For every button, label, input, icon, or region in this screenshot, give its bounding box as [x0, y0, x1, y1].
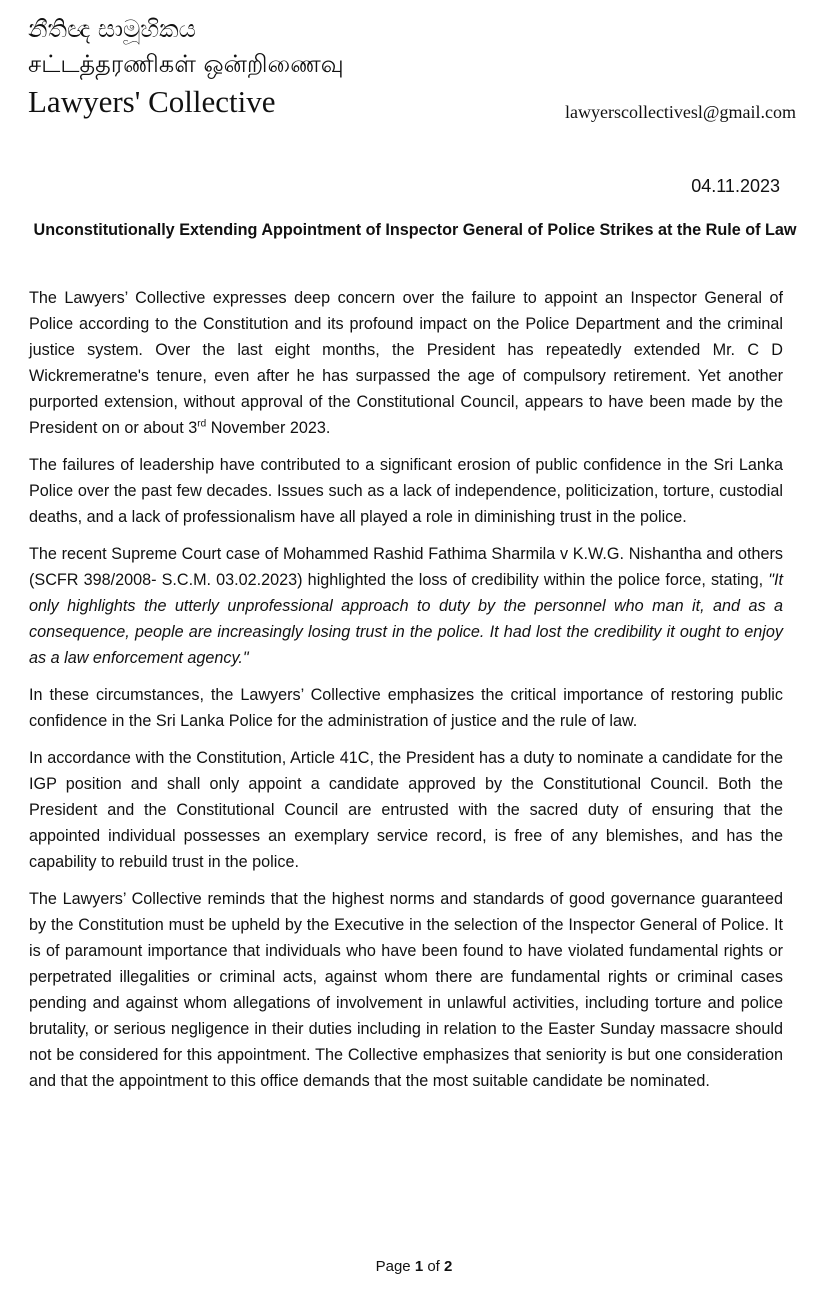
paragraph-1-text: The Lawyers’ Collective expresses deep concern over the failure to appoint an Inspector General of Police according to the Constitution and its profound impact on the Police Department and the criminal justice system. Over the last eight months, the President has repeatedly extended Mr. C D Wickremeratne's tenure, even after he has surpassed the age of compulsory retirement. Yet another purported extension, without approval of the Constitutional Council, appears to have been made by the President on or about 3 — [29, 289, 783, 437]
page-word: Page — [375, 1258, 411, 1275]
letterhead — [28, 12, 800, 122]
court-quote: "It only highlights the utterly unprofessional approach to duty by the personnel who man it, and as a consequence, people are increasingly losing trust in the police. It had lost the credibility it ought to enjoy as a law enforcement agency." — [29, 571, 783, 667]
letterhead-email: lawyerscollectivesl@gmail.com — [564, 102, 796, 122]
paragraph-3 — [29, 541, 783, 671]
ordinal-suffix: rd — [197, 418, 207, 430]
letterhead-sinhala-name: නීතිඥ සාමූහිකය — [28, 15, 196, 43]
paragraph-5: In accordance with the Constitution, Article 41C, the President has a duty to nominate a candidate for the IGP position and shall only appoint a candidate approved by the Constitutional Council. Both the President and the Constitutional Council are entrusted with the sacred duty of ensuring that the appointed individual possesses an exemplary service record, is free of any blemishes, and has the capability to rebuild trust in the police. — [29, 749, 783, 871]
page-number — [0, 1258, 828, 1275]
letterhead-tamil-name: சட்டத்தரணிகள் ஒன்றிணைவு — [28, 50, 344, 78]
page-total: 2 — [444, 1258, 453, 1275]
of-word: of — [427, 1258, 440, 1275]
paragraph-2: The failures of leadership have contributed to a significant erosion of public confidence in the Sri Lanka Police over the past few decades. Issues such as a lack of independence, politicization, torture, custodial deaths, and a lack of professionalism have all played a role in diminishing trust in the police. — [29, 456, 783, 526]
document-title: Unconstitutionally Extending Appointment of Inspector General of Police Strikes at the Rule of Law — [33, 221, 797, 239]
paragraph-1 — [29, 285, 783, 441]
document-body — [29, 285, 783, 1105]
paragraph-3-text: The recent Supreme Court case of Mohammed Rashid Fathima Sharmila v K.W.G. Nishantha and others (SCFR 398/2008- S.C.M. 03.02.2023) highlighted the loss of credibility within the police force, stating, — [29, 545, 783, 589]
paragraph-4: In these circumstances, the Lawyers’ Collective emphasizes the critical importance of restoring public confidence in the Sri Lanka Police for the administration of justice and the rule of law. — [29, 686, 783, 730]
paragraph-6: The Lawyers’ Collective reminds that the highest norms and standards of good governance guaranteed by the Constitution must be upheld by the Executive in the selection of the Inspector General of Police. It is of paramount importance that individuals who have been found to have violated fundamental rights or perpetrated illegalities or criminal acts, against whom there are fundamental rights or criminal cases pending and against whom allegations of involvement in unlawful activities, including torture and police brutality, or serious negligence in their duties including in relation to the Easter Sunday massacre should not be considered for this appointment. The Collective emphasizes that seniority is but one consideration and that the appointment to this office demands that the most suitable candidate be nominated. — [29, 890, 783, 1090]
letterhead-english-name: Lawyers' Collective — [28, 84, 276, 119]
page-current: 1 — [414, 1258, 424, 1275]
document-date: 04.11.2023 — [691, 176, 780, 196]
paragraph-1-end: November 2023. — [206, 419, 331, 437]
